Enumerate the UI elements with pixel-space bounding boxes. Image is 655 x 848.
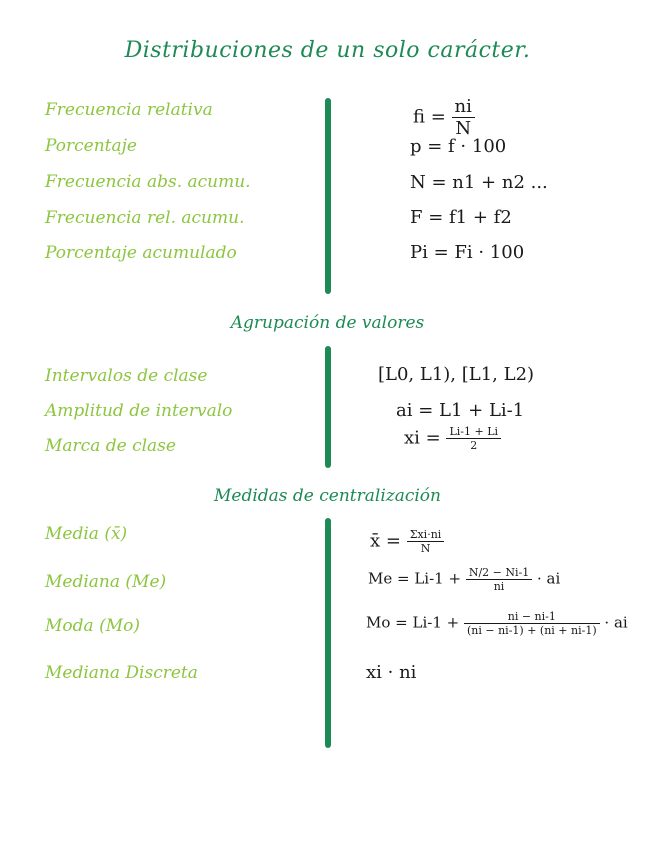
fraction-numerator: Li-1 + Li bbox=[446, 425, 501, 439]
formula-marca-de-clase bbox=[404, 425, 501, 452]
fraction-numerator: ni − ni-1 bbox=[464, 610, 600, 624]
formula-amplitud: ai = L1 + Li-1 bbox=[396, 400, 525, 421]
fraction-denominator: ni bbox=[493, 580, 505, 593]
fraction-numerator: Σxi·ni bbox=[407, 528, 445, 542]
label-media: Media (x̄) bbox=[45, 524, 128, 544]
label-marca-de-clase: Marca de clase bbox=[45, 436, 176, 456]
page-title: Distribuciones de un solo carácter. bbox=[124, 38, 531, 63]
formula-frecuencia-relativa bbox=[413, 96, 475, 139]
formula-lhs: xi = bbox=[404, 427, 441, 449]
formula-moda bbox=[366, 610, 628, 637]
label-intervalos-de-clase: Intervalos de clase bbox=[45, 366, 208, 386]
section1-divider bbox=[325, 98, 331, 294]
section3-divider bbox=[325, 518, 331, 748]
formula-tail: · ai bbox=[604, 613, 628, 632]
formula-mediana-discreta: xi · ni bbox=[366, 662, 417, 683]
label-mediana-discreta: Mediana Discreta bbox=[45, 663, 198, 683]
formula-tail: · ai bbox=[537, 569, 561, 588]
formula-lhs: fi = bbox=[413, 106, 446, 128]
label-mediana: Mediana (Me) bbox=[45, 572, 167, 592]
fraction-numerator: N/2 − Ni-1 bbox=[466, 566, 532, 580]
section2-title: Agrupación de valores bbox=[230, 313, 425, 333]
section2-divider bbox=[325, 346, 331, 468]
formula-mediana bbox=[368, 566, 560, 593]
formula-frecuencia-rel-acumu: F = f1 + f2 bbox=[410, 207, 512, 228]
label-frecuencia-rel-acumu: Frecuencia rel. acumu. bbox=[45, 208, 245, 228]
label-frecuencia-abs-acumu: Frecuencia abs. acumu. bbox=[45, 172, 251, 192]
fraction-denominator: N bbox=[420, 542, 431, 555]
formula-frecuencia-abs-acumu: N = n1 + n2 ... bbox=[410, 172, 548, 193]
label-porcentaje-acumulado: Porcentaje acumulado bbox=[45, 243, 237, 263]
fraction-denominator: (ni − ni-1) + (ni + ni-1) bbox=[466, 624, 597, 637]
label-frecuencia-relativa: Frecuencia relativa bbox=[45, 100, 213, 120]
formula-lhs: Me = Li-1 + bbox=[368, 569, 462, 588]
formula-intervalos: [L0, L1), [L1, L2) bbox=[378, 364, 535, 385]
formula-media bbox=[370, 528, 444, 555]
section3-title: Medidas de centralización bbox=[213, 486, 441, 506]
fraction-denominator: N bbox=[455, 118, 472, 139]
formula-porcentaje: p = f · 100 bbox=[410, 136, 507, 157]
formula-lhs: x̄ = bbox=[370, 530, 401, 552]
label-moda: Moda (Mo) bbox=[45, 616, 140, 636]
formula-lhs: Mo = Li-1 + bbox=[366, 613, 460, 632]
formula-porcentaje-acumulado: Pi = Fi · 100 bbox=[410, 242, 525, 263]
fraction-denominator: 2 bbox=[470, 439, 478, 452]
fraction-numerator: ni bbox=[452, 96, 475, 118]
label-amplitud-de-intervalo: Amplitud de intervalo bbox=[45, 401, 233, 421]
label-porcentaje: Porcentaje bbox=[45, 136, 137, 156]
